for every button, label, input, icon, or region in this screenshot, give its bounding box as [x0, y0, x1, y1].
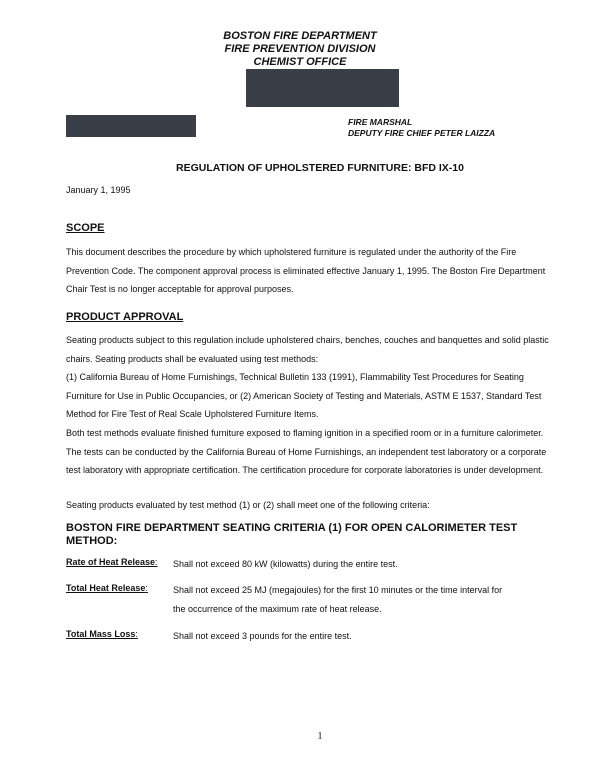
officer-title-fire-marshal: FIRE MARSHAL [348, 117, 413, 127]
approval-paragraph-3: Both test methods evaluate finished furniture exposed to flaming ignition in a specified room or in a furniture calorimeter. The tests can be conducted by the California Bureau of Home Furnishings, an independent test laboratory or a corporate test laboratory with appropriate certification. The certification procedure for corporate laboratories is under development. [66, 428, 547, 475]
officer-title-deputy-chief: DEPUTY FIRE CHIEF PETER LAIZZA [348, 128, 496, 138]
approval-paragraph-4: Seating products evaluated by test method (1) or (2) shall meet one of the following criteria: [66, 500, 430, 510]
criteria-label-total-mass-loss: Total Mass Loss: [66, 629, 138, 639]
header-office: CHEMIST OFFICE [253, 56, 347, 68]
approval-paragraph-1: Seating products subject to this regulation include upholstered chairs, benches, couches and banquettes and solid plastic chairs. Seating products shall be evaluated using test methods: [66, 335, 549, 364]
criteria-heading: BOSTON FIRE DEPARTMENT SEATING CRITERIA (1) FOR OPEN CALORIMETER TEST METHOD: [66, 522, 518, 547]
criteria-label-rate-of-heat-release: Rate of Heat Release: [66, 557, 158, 567]
scope-paragraph: This document describes the procedure by which upholstered furniture is regulated under the authority of the Fire Prevention Code. The component approval process is eliminated effective January 1, 1995. The Boston Fire Department Chair Test is no longer acceptable for approval purposes. [66, 247, 546, 294]
document-title: REGULATION OF UPHOLSTERED FURNITURE: BFD IX-10 [176, 162, 464, 174]
approval-paragraph-2: (1) California Bureau of Home Furnishings, Technical Bulletin 133 (1991), Flammability Test Procedures for Seating Furniture for Use in Public Occupancies, or (2) American Society of Testing and Materials, ASTM E 1537, Standard Test Method for Fire Test of Real Scale Upholstered Furniture Items. [66, 372, 542, 419]
scope-heading: SCOPE [66, 222, 105, 234]
redaction-block-top [246, 69, 399, 107]
criteria-text-total-heat-release: Shall not exceed 25 MJ (megajoules) for the first 10 minutes or the time interval for the occurrence of the maximum rate of heat release. [173, 585, 503, 614]
criteria-text-total-mass-loss: Shall not exceed 3 pounds for the entire test. [173, 631, 352, 641]
criteria-label-total-heat-release: Total Heat Release: [66, 583, 148, 593]
criteria-text-rate-of-heat-release: Shall not exceed 80 kW (kilowatts) during the entire test. [173, 559, 398, 569]
header-department: BOSTON FIRE DEPARTMENT [223, 30, 377, 42]
redaction-block-left [66, 115, 196, 137]
header-division: FIRE PREVENTION DIVISION [224, 43, 376, 55]
document-date: January 1, 1995 [66, 185, 131, 195]
page-number: 1 [317, 731, 323, 742]
product-approval-heading: PRODUCT APPROVAL [66, 311, 184, 323]
